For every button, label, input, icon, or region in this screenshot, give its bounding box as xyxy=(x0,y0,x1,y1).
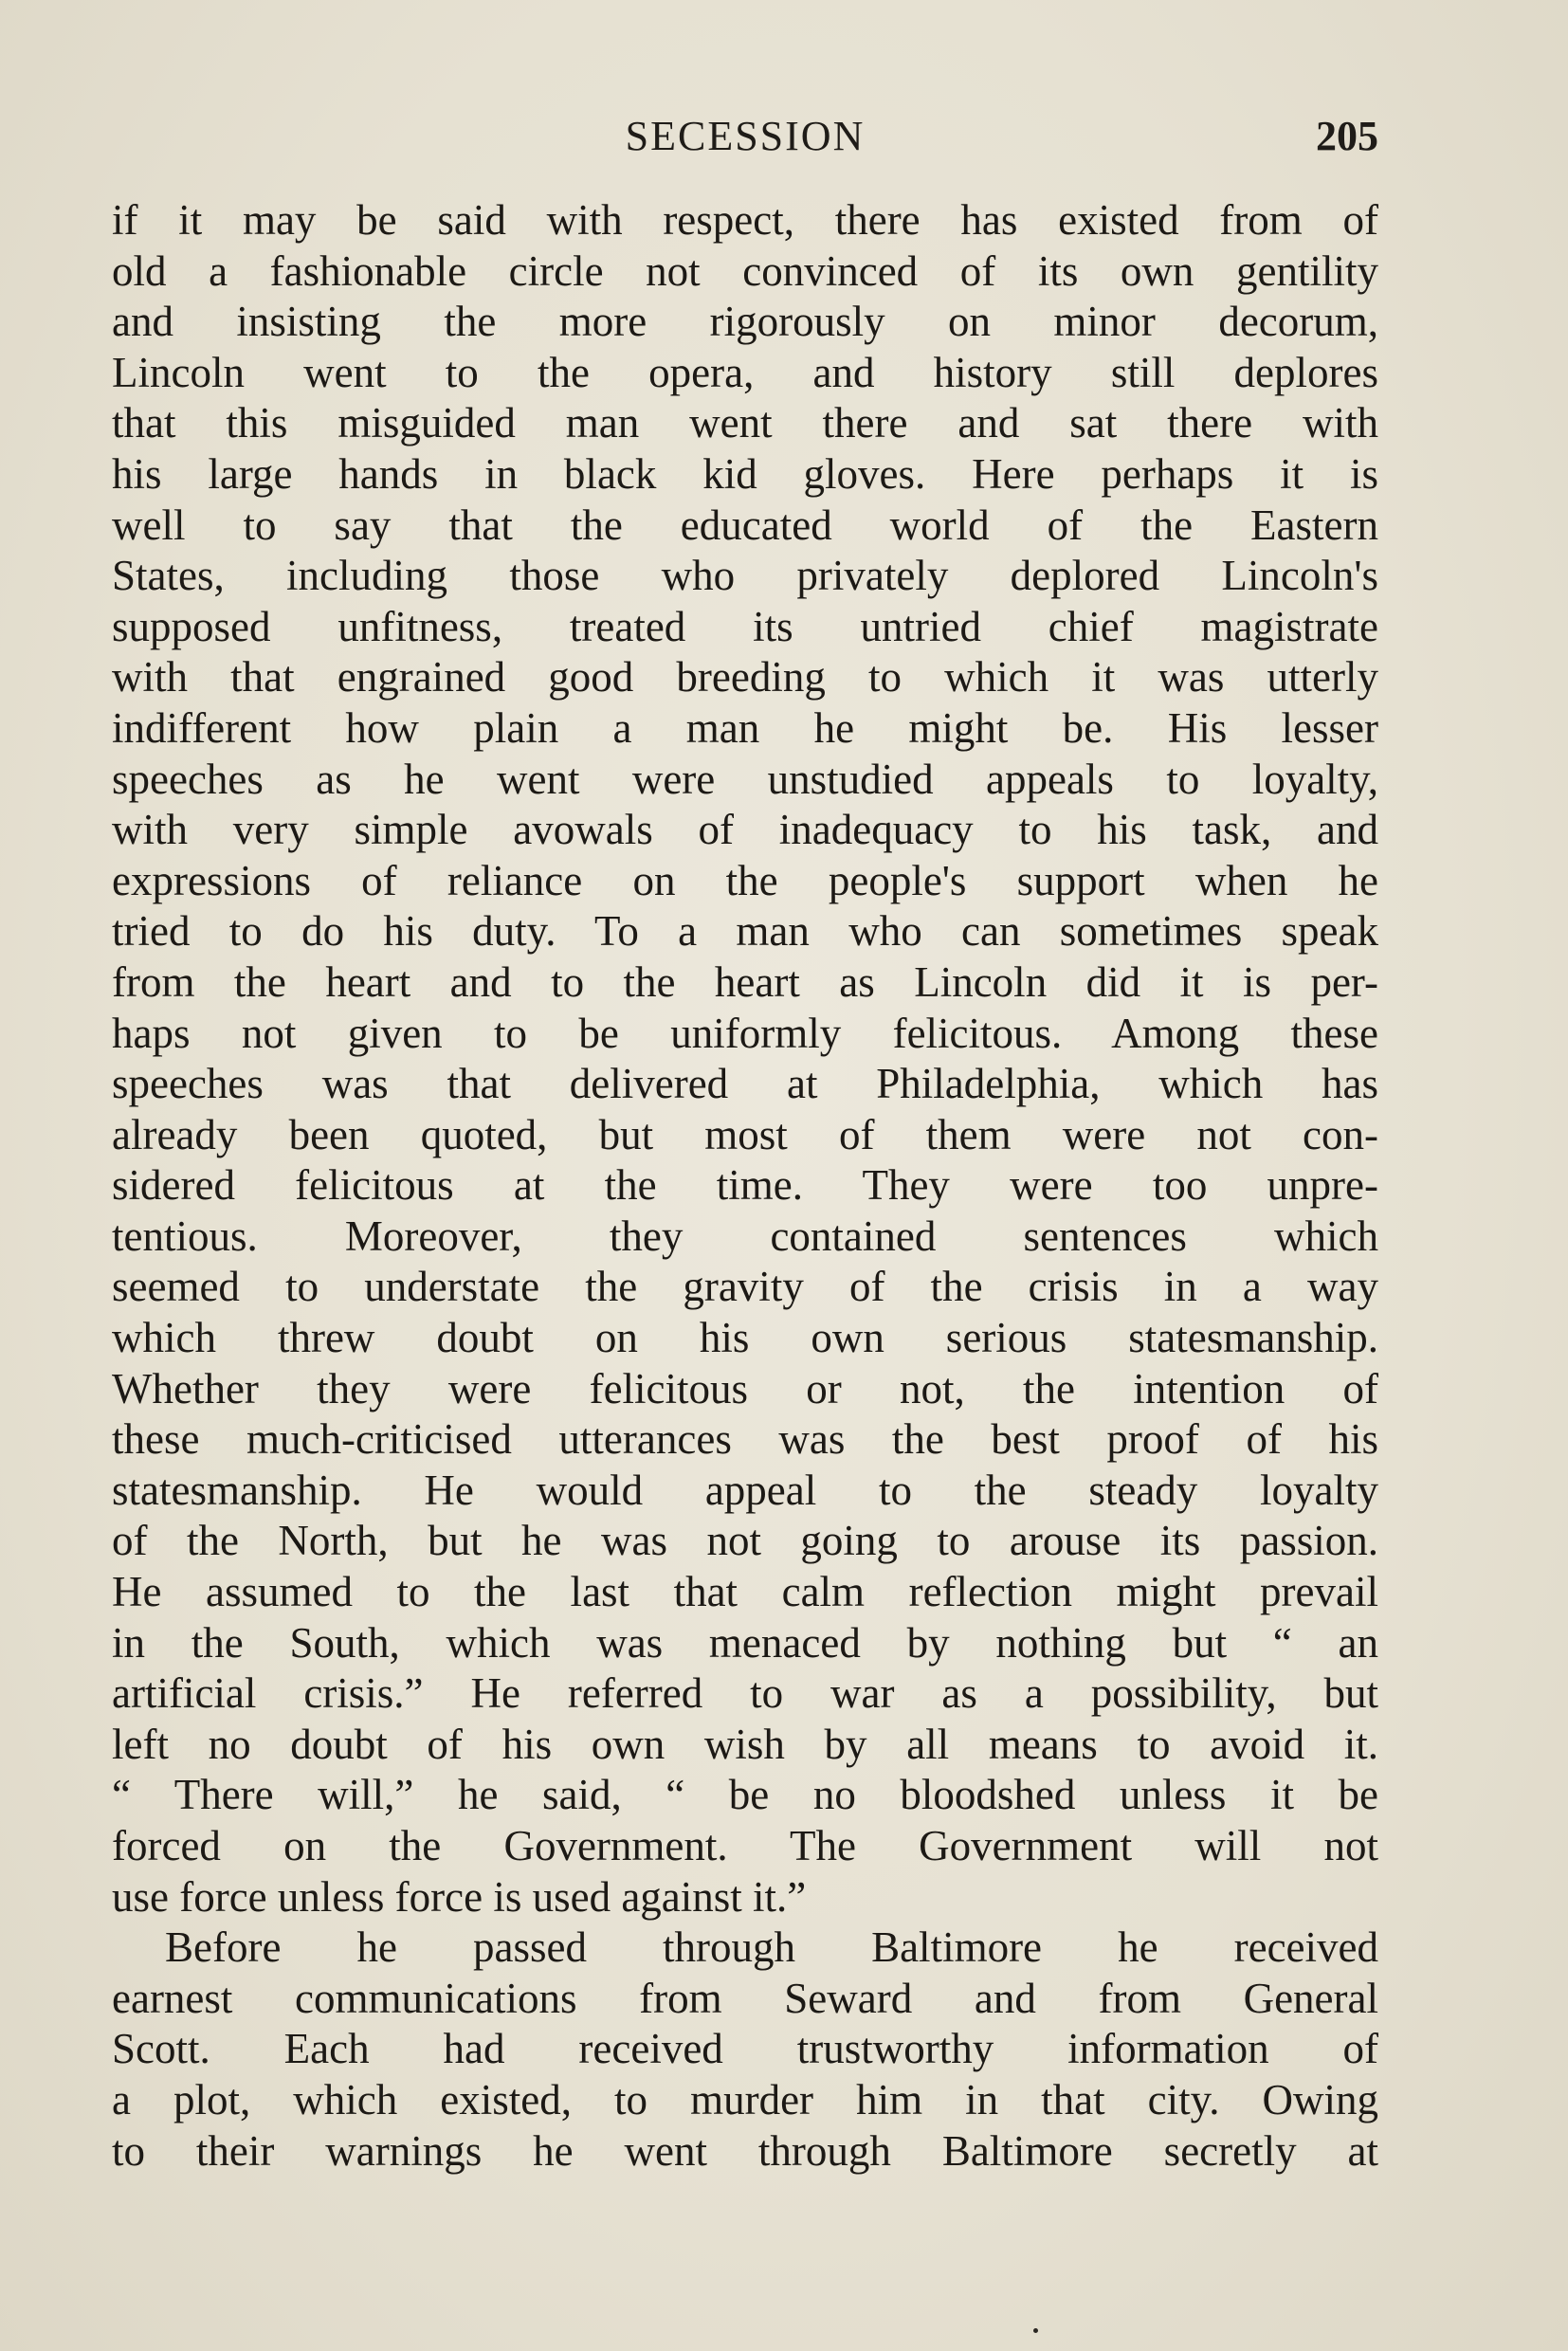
text-line: States, including those who privately deplored Lincoln's xyxy=(112,552,1378,600)
text-line: Scott. Each had received trustworthy information of xyxy=(112,2025,1378,2073)
text-line: indifferent how plain a man he might be. His lesser xyxy=(112,703,1378,752)
text-line: already been quoted, but most of them were not con- xyxy=(112,1110,1378,1158)
running-title: SECESSION xyxy=(625,113,866,159)
running-header xyxy=(112,112,1378,169)
text-line: haps not given to be uniformly felicitous. Among these xyxy=(112,1009,1378,1057)
text-line: earnest communications from Seward and from General xyxy=(112,1974,1378,2022)
text-line: statesmanship. He would appeal to the steady loyalty xyxy=(112,1466,1378,1514)
text-line: his large hands in black kid gloves. Here perhaps it is xyxy=(112,449,1378,498)
text-line: of the North, but he was not going to arouse its passion. xyxy=(112,1517,1378,1565)
text-line: with very simple avowals of inadequacy to his task, and xyxy=(112,806,1378,854)
text-line: Lincoln went to the opera, and history still deplores xyxy=(112,348,1378,396)
page-number: 205 xyxy=(1316,113,1378,159)
body-text xyxy=(112,195,1378,2177)
text-line: seemed to understate the gravity of the crisis in a way xyxy=(112,1263,1378,1311)
text-line: to their warnings he went through Baltimore secretly at xyxy=(112,2126,1378,2175)
text-line: speeches as he went were unstudied appeals to loyalty, xyxy=(112,755,1378,803)
text-line: well to say that the educated world of the Eastern xyxy=(112,501,1378,549)
text-line: expressions of reliance on the people's support when he xyxy=(112,856,1378,904)
text-line: sidered felicitous at the time. They were too unpre- xyxy=(112,1161,1378,1210)
text-line: “ There will,” he said, “ be no bloodshed unless it be xyxy=(112,1771,1378,1819)
text-line: He assumed to the last that calm reflection might prevail xyxy=(112,1568,1378,1616)
text-line: in the South, which was menaced by nothing but “ an xyxy=(112,1618,1378,1667)
text-line: if it may be said with respect, there has existed from of xyxy=(112,196,1378,244)
text-line: forced on the Government. The Government will not xyxy=(112,1822,1378,1869)
text-line: artificial crisis.” He referred to war as a possibility, but xyxy=(112,1669,1378,1718)
text-line: a plot, which existed, to murder him in that city. Owing xyxy=(112,2075,1378,2123)
text-line: these much-criticised utterances was the best proof of his xyxy=(112,1415,1378,1464)
text-line: that this misguided man went there and sat there with xyxy=(112,399,1378,447)
text-line: supposed unfitness, treated its untried chief magistrate xyxy=(112,602,1378,650)
text-line: from the heart and to the heart as Lincoln did it is per- xyxy=(112,957,1378,1006)
paragraph-start-line: Before he passed through Baltimore he received xyxy=(165,1923,1378,1972)
text-line: tentious. Moreover, they contained sentences which xyxy=(112,1212,1378,1260)
paper-speck xyxy=(1033,2328,1038,2333)
text-line: left no doubt of his own wish by all means to avoid it. xyxy=(112,1720,1378,1768)
text-line: tried to do his duty. To a man who can sometimes speak xyxy=(112,907,1378,956)
text-line: old a fashionable circle not convinced of its own gentility xyxy=(112,246,1378,295)
text-line: and insisting the more rigorously on minor decorum, xyxy=(112,298,1378,346)
text-line: with that engrained good breeding to which it was utterly xyxy=(112,653,1378,702)
paragraph-end-line: use force unless force is used against it.” xyxy=(112,1872,807,1921)
text-line: speeches was that delivered at Philadelphia, which has xyxy=(112,1060,1378,1108)
text-line: which threw doubt on his own serious statesmanship. xyxy=(112,1314,1378,1362)
text-line: Whether they were felicitous or not, the intention of xyxy=(112,1364,1378,1412)
